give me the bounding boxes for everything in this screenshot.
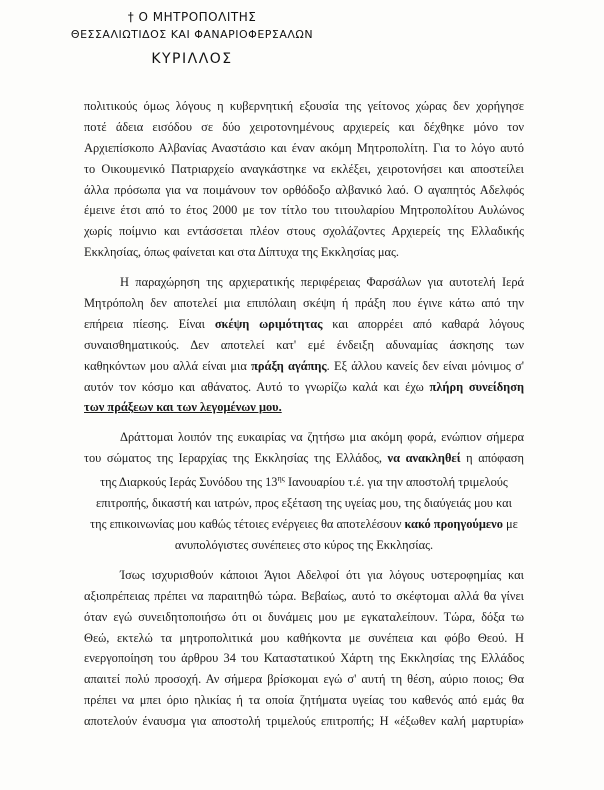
text-line: του σώματος της Ιεραρχίας της Εκκλησίας της Ελλάδος, να ανακληθεί η απόφαση	[84, 451, 524, 466]
text-line: ανυπολόγιστες συνέπειες στο κύρος της Εκκλησίας.	[174, 538, 434, 553]
text-line: Ίσως ισχυρισθούν κάποιοι Άγιοι Αδελφοί ότι για λόγους υστεροφημίας και	[120, 567, 524, 582]
text-line: της Διαρκούς Ιεράς Συνόδου της $13^{\eta\varsigma}$ Ιανουαρίου τ.έ. για την αποστολή τριμελούς	[100, 474, 508, 490]
text-line: της επικοινωνίας μου καθώς τέτοιες ενέργειες θα αποτελέσουν κακό προηγούμενο με	[90, 517, 518, 532]
text-line: άλλα πρόσωπα για να ποιμάνουν τον ορθόδοξο αλβανικό λαό. Ο αγαπητός Αδελφός	[84, 182, 524, 197]
stamp-line-2: ΘΕΣΣΑΛΙΩΤΙΔΟΣ ΚΑΙ ΦΑΝΑΡΙΟΦΕΡΣΑΛΩΝ	[70, 28, 314, 41]
text-line: αξιοπρέπειας πρέπει να παραιτηθώ τώρα. Βεβαίως, αυτό το σκέφτομαι αλλά θα γίνει	[84, 588, 524, 603]
paragraph-3	[84, 427, 524, 556]
stamp-line-1: † Ο ΜΗΤΡΟΠΟΛΙΤΗΣ	[127, 10, 257, 24]
text-line: αυτόν τον κόσμο και αθάνατος. Αυτό το γνωρίζω καλά και έχω πλήρη συνείδηση	[84, 379, 524, 394]
text-line: Εκκλησίας, όπως φαίνεται και στα Δίπτυχα της Εκκλησίας μας.	[84, 245, 399, 260]
emphasis-text: πλήρη συνείδηση	[429, 379, 524, 394]
emphasis-text: πράξη αγάπης	[251, 358, 327, 373]
stamp-line-3: ΚΥΡΙΛΛΟΣ	[151, 51, 233, 67]
metropolitan-stamp	[42, 10, 342, 67]
text-line: αποτελούν έναυσμα για αποστολή τριμελούς επιτροπής; Η «έξωθεν καλή μαρτυρία»	[84, 714, 524, 729]
text-line: Η παραχώρηση της αρχιερατικής περιφέρειας Φαρσάλων για αυτοτελή Ιερά	[120, 275, 524, 290]
text-line: Αρχιεπίσκοπο Αλβανίας Αναστάσιο και έναν ακόμη Μητροπολίτη. Για το λόγο αυτό	[84, 140, 524, 155]
emphasis-text: σκέψη ωριμότητας	[214, 316, 323, 331]
text-line: έμεινε έτσι από το έτος 2000 με τον τίτλο του τιτουλαρίου Μητροπολίτου Αυλώνος	[84, 203, 524, 218]
text-line: πολιτικούς όμως λόγους η κυβερνητική εξουσία της γείτονος χώρας δεν χορήγησε	[84, 99, 524, 113]
text-line: επήρεια πίεσης. Είναι σκέψη ωριμότητας και απορρέει από καθαρά λόγους	[84, 316, 524, 331]
text-line: απαιτεί πολύ προσοχή. Αν σήμερα βρίσκομαι εγώ σ' αυτή τη θέση, αύριο ποιος; Θα	[84, 672, 524, 687]
paragraph-2	[84, 272, 524, 418]
text-line: συναισθηματικούς. Δεν αποτελεί κατ' εμέ ένδειξη αδυναμίας άσκησης των	[84, 337, 524, 352]
text-line: καθηκόντων μου αλλά είναι μια πράξη αγάπης. Εξ άλλου κανείς δεν είναι μόνιμος σ'	[84, 358, 524, 373]
text-line: όταν εγώ συνειδητοποιήσω ότι οι δυνάμεις μου με εγκαταλείπουν. Τώρα, δόξα τω	[84, 609, 524, 624]
emphasis-text: των πράξεων και των λεγομένων μου.	[84, 400, 282, 415]
emphasis-text: να ανακληθεί	[387, 451, 461, 466]
text-line: ενεργοποίηση του άρθρου 34 του Καταστατικού Χάρτη της Εκκλησίας της Ελλάδος	[84, 651, 524, 666]
text-line: ποτέ άδεια εισόδου σε δύο χειροτονημένους αρχιερείς και δέχθηκε μόνο τον	[84, 119, 524, 134]
paragraph-4	[84, 565, 524, 732]
text-line: πρέπει να μπει όριο ηλικίας ή τα οποία ζητήματα υγείας του καθενός από εμάς θα	[84, 693, 524, 708]
text-line	[84, 397, 524, 418]
text-line: χωρίς ποίμνιο και εντάσσεται πλέον στους σχολάζοντες Αρχιερείς της Ελλαδικής	[84, 224, 524, 239]
emphasis-text: κακό προηγούμενο	[404, 517, 503, 532]
text-line: επιτροπής, δικαστή και ιατρών, προς εξέταση της υγείας μου, της διαύγειάς μου και	[96, 496, 512, 511]
paragraph-1	[84, 96, 524, 263]
text-line: Μητρόπολη δεν αποτελεί μια επιπόλαιη σκέψη ή πράξη που έγινε κάτω από την	[84, 296, 524, 311]
text-line: το Οικουμενικό Πατριαρχείο αναγκάστηκε να εκλέξει, χειροτονήσει και αποστείλει	[84, 161, 524, 176]
text-line: Θεώ, εκτελώ τα μητροπολιτικά μου καθήκοντα με συνέπεια και φόβο Θεού. Η	[84, 630, 524, 645]
text-line: Δράττομαι λοιπόν της ευκαιρίας να ζητήσω μια ακόμη φορά, ενώπιον σήμερα	[120, 430, 524, 445]
letter-body	[84, 96, 524, 732]
